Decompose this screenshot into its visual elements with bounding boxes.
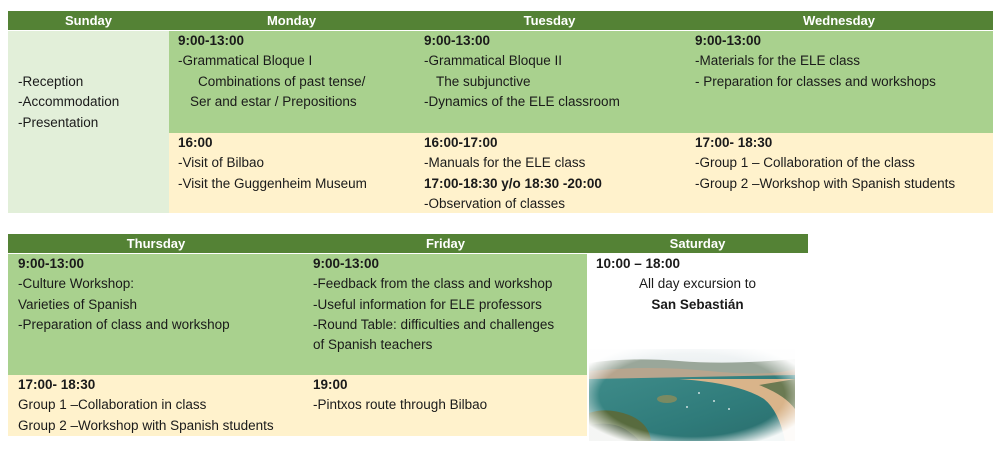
- thursday-afternoon-item: Group 1 –Collaboration in class: [18, 397, 207, 413]
- friday-afternoon-time: 19:00: [313, 377, 348, 392]
- header-friday: Friday: [304, 234, 587, 253]
- saturday-excursion: All day excursion to: [638, 276, 757, 292]
- monday-morning-time: 9:00-13:00: [178, 33, 245, 48]
- friday-afternoon-cell: [304, 375, 587, 436]
- friday-morning-item: -Round Table: difficulties and challenges: [313, 316, 555, 332]
- thursday-afternoon-item: Group 2 –Workshop with Spanish students: [18, 417, 274, 433]
- tuesday-afternoon-cell: [414, 133, 685, 213]
- thursday-morning-cell: [8, 254, 304, 375]
- thursday-afternoon-cell: [8, 375, 304, 436]
- wednesday-afternoon-cell: [685, 133, 993, 213]
- monday-morning-item: Ser and estar / Prepositions: [190, 93, 357, 109]
- tuesday-morning-item: -Grammatical Bloque II: [424, 53, 563, 69]
- sunday-presentation: -Presentation: [18, 114, 99, 130]
- tuesday-morning-cell: [414, 31, 685, 133]
- header-monday: Monday: [169, 11, 414, 30]
- header-wednesday: Wednesday: [685, 11, 993, 30]
- saturday-time: 10:00 – 18:00: [596, 256, 681, 271]
- thursday-morning-item: -Preparation of class and workshop: [18, 316, 230, 332]
- saturday-place: San Sebastián: [651, 296, 744, 312]
- sunday-cell: [8, 31, 169, 213]
- san-sebastian-photo: [589, 349, 795, 441]
- tuesday-morning-time: 9:00-13:00: [424, 33, 491, 48]
- wednesday-morning-time: 9:00-13:00: [695, 33, 762, 48]
- wednesday-afternoon-item: -Group 1 – Collaboration of the class: [695, 155, 915, 171]
- thursday-morning-time: 9:00-13:00: [18, 256, 85, 271]
- wednesday-morning-item: -Materials for the ELE class: [695, 53, 861, 69]
- monday-afternoon-time: 16:00: [178, 135, 213, 150]
- friday-morning-cell: [304, 254, 587, 375]
- friday-morning-item: -Feedback from the class and workshop: [313, 276, 553, 292]
- header-sunday: Sunday: [8, 11, 169, 30]
- thursday-morning-item: -Culture Workshop:: [18, 276, 135, 292]
- monday-afternoon-item: -Visit the Guggenheim Museum: [178, 175, 367, 191]
- header-thursday: Thursday: [8, 234, 304, 253]
- friday-afternoon-item: -Pintxos route through Bilbao: [313, 397, 488, 413]
- tuesday-morning-item: -Dynamics of the ELE classroom: [424, 93, 620, 109]
- friday-morning-time: 9:00-13:00: [313, 256, 380, 271]
- monday-afternoon-item: -Visit of Bilbao: [178, 155, 265, 171]
- tuesday-afternoon-time: 16:00-17:00: [424, 135, 498, 150]
- header-saturday: Saturday: [587, 234, 808, 253]
- tuesday-afternoon-item: -Manuals for the ELE class: [424, 155, 586, 171]
- tuesday-morning-item: The subjunctive: [436, 73, 531, 89]
- thursday-afternoon-time: 17:00- 18:30: [18, 377, 96, 392]
- tuesday-afternoon-time-2: 17:00-18:30 y/o 18:30 -20:00: [424, 175, 602, 191]
- wednesday-afternoon-time: 17:00- 18:30: [695, 135, 773, 150]
- wednesday-afternoon-item: -Group 2 –Workshop with Spanish students: [695, 175, 956, 191]
- wednesday-morning-item: - Preparation for classes and workshops: [695, 73, 936, 89]
- sunday-reception: -Reception: [18, 74, 84, 89]
- monday-morning-item: Combinations of past tense/: [198, 73, 366, 89]
- tuesday-afternoon-item: -Observation of classes: [424, 195, 566, 211]
- thursday-morning-item: Varieties of Spanish: [18, 296, 138, 312]
- monday-afternoon-cell: [169, 133, 414, 213]
- header-tuesday: Tuesday: [414, 11, 685, 30]
- monday-morning-cell: [169, 31, 414, 133]
- sunday-accommodation: -Accommodation: [18, 94, 120, 110]
- friday-morning-item: of Spanish teachers: [313, 337, 433, 353]
- monday-morning-item: -Grammatical Bloque I: [178, 53, 313, 69]
- wednesday-morning-cell: [685, 31, 993, 133]
- friday-morning-item: -Useful information for ELE professors: [313, 296, 542, 312]
